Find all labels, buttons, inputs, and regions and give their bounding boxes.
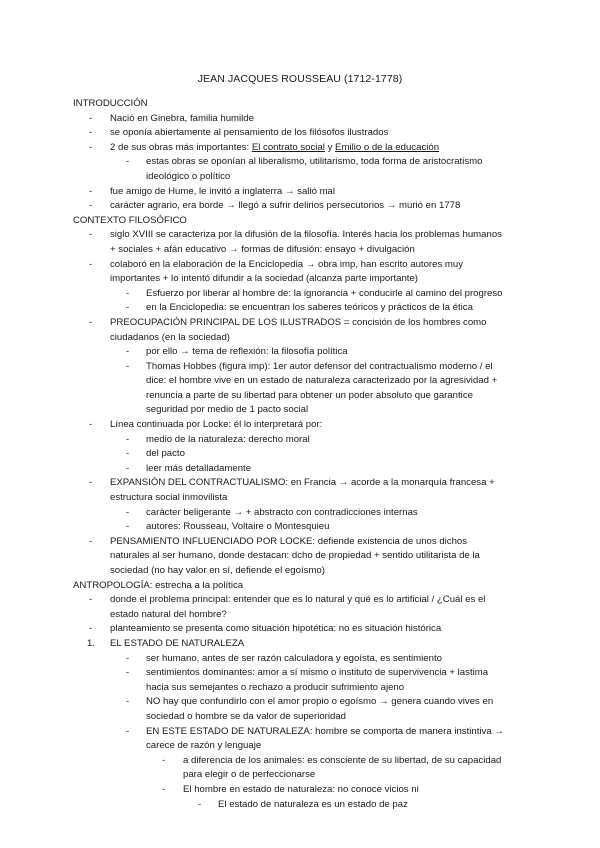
- line-text: colaboró en la elaboración de la Enciclopedia → obra imp, han escrito autores muy: [110, 258, 464, 270]
- line-text: para elegir o de perfeccionarse: [183, 769, 316, 781]
- list-item: [73, 754, 533, 769]
- underlined-title: El contrato social: [251, 141, 325, 153]
- line-text: carece de razón y lenguaje: [146, 740, 262, 752]
- line-text: y: [324, 141, 336, 153]
- line-text: planteamiento se presenta como situación hipotética: no es situación histórica: [110, 623, 442, 635]
- document-body: [73, 97, 533, 812]
- line-text: ciudadanos (en la sociedad): [110, 331, 231, 343]
- bullet-dash: -: [126, 346, 130, 358]
- bullet-dash: -: [198, 798, 202, 810]
- bullet-dash: -: [126, 652, 130, 664]
- line-text: estado natural del hombre?: [110, 608, 227, 620]
- numbered-heading: [73, 637, 533, 652]
- list-item: [73, 462, 533, 477]
- line-text: 2 de sus obras más importantes:: [110, 141, 252, 153]
- list-item-continuation: [73, 681, 533, 696]
- line-text: renuncia a parte de su libertad para obtener un poder absoluto que garantice: [146, 389, 473, 401]
- line-text: ideológico o político: [146, 170, 231, 182]
- bullet-dash: -: [126, 462, 130, 474]
- list-item-continuation: [73, 403, 533, 418]
- line-text: INTRODUCCIÓN: [73, 98, 148, 109]
- bullet-dash: -: [89, 477, 93, 489]
- bullet-dash: -: [89, 185, 93, 197]
- list-item-continuation: [73, 564, 533, 579]
- line-text: se oponía abiertamente al pensamiento de los filósofos ilustrados: [110, 127, 389, 139]
- line-text: Thomas Hobbes (figura imp): 1er autor defensor del contractualismo moderno / el: [146, 360, 493, 372]
- line-text: Nació en Ginebra, familia humilde: [110, 112, 254, 124]
- line-text: CONTEXTO FILOSÓFICO: [73, 214, 187, 226]
- bullet-dash: -: [126, 696, 130, 708]
- line-text: dice: el hombre vive en un estado de naturaleza caracterizado por la agresividad +: [146, 375, 498, 387]
- line-text: NO hay que confundirlo con el amor propio o egoísmo → genera cuando vives en: [146, 696, 494, 708]
- line-text: leer más detalladamente: [146, 462, 252, 474]
- list-item-continuation: [73, 389, 533, 404]
- bullet-dash: -: [89, 141, 93, 153]
- line-text: EN ESTE ESTADO DE NATURALEZA: hombre se comporta de manera instintiva →: [146, 725, 504, 737]
- list-item-continuation: [73, 214, 533, 229]
- line-text: a diferencia de los animales: es consciente de su libertad, de su capacidad: [183, 754, 502, 766]
- list-item: [73, 301, 533, 316]
- bullet-dash: -: [126, 725, 130, 737]
- bullet-dash: -: [126, 156, 130, 168]
- list-item: [73, 316, 533, 331]
- list-item: [73, 593, 533, 608]
- list-item: [73, 520, 533, 535]
- line-text: importantes + lo intentó difundir a la sociedad (alcanza parte importante): [110, 273, 418, 285]
- line-text: Esfuerzo por liberar al hombre de: la ignorancia + conducirle al camino del progreso: [146, 287, 503, 299]
- list-item: [73, 783, 533, 798]
- line-text: del pacto: [146, 448, 185, 460]
- list-item: [73, 418, 533, 433]
- document-title: JEAN JACQUES ROUSSEAU (1712-1778): [197, 73, 403, 85]
- list-item-continuation: [73, 491, 533, 506]
- line-text: EXPANSIÓN DEL CONTRACTUALISMO: en Francia → acorde a la monarquía francesa +: [110, 477, 495, 489]
- list-item-continuation: [73, 579, 533, 594]
- bullet-dash: -: [126, 506, 130, 518]
- bullet-dash: -: [162, 754, 166, 766]
- list-item: [73, 258, 533, 273]
- list-item: [73, 345, 533, 360]
- list-item: [73, 112, 533, 127]
- line-text: donde el problema principal: entender que es lo natural y qué es lo artificial / ¿Cuál es el: [110, 594, 486, 606]
- bullet-dash: -: [89, 594, 93, 606]
- line-text: carácter beligerante → + abstracto con contradicciones internas: [146, 506, 418, 518]
- bullet-dash: -: [89, 535, 93, 547]
- bullet-dash: -: [126, 302, 130, 314]
- list-item: [73, 666, 533, 681]
- line-text: fue amigo de Hume, le invitó a inglaterra → salió mal: [110, 185, 336, 197]
- list-item-continuation: [73, 739, 533, 754]
- line-text: PREOCUPACIÓN PRINCIPAL DE LOS ILUSTRADOS = concisión de los hombres como: [110, 316, 487, 328]
- line-text: EL ESTADO DE NATURALEZA: [110, 637, 245, 649]
- line-text: ANTROPOLOGÍA: estrecha a la política: [73, 579, 244, 591]
- list-item: [73, 695, 533, 710]
- list-item: [73, 141, 533, 156]
- line-text: ser humano, antes de ser razón calculadora y egoísta, es sentimiento: [146, 652, 442, 664]
- list-item-continuation: [73, 768, 533, 783]
- list-item-continuation: [73, 97, 533, 112]
- list-item: [73, 506, 533, 521]
- list-item: [73, 433, 533, 448]
- bullet-dash: -: [89, 112, 93, 124]
- bullet-dash: -: [126, 667, 130, 679]
- list-item-continuation: [73, 243, 533, 258]
- list-item-continuation: [73, 170, 533, 185]
- list-item: [73, 155, 533, 170]
- line-text: seguridad por medio de 1 pacto social: [146, 404, 309, 416]
- list-item: [73, 360, 533, 375]
- list-item: [73, 447, 533, 462]
- bullet-dash: -: [89, 623, 93, 635]
- list-item: [73, 185, 533, 200]
- line-text: siglo XVIII se caracteriza por la difusión de la filosofía. Interés hacia los problemas humanos: [110, 229, 502, 241]
- list-number: 1.: [87, 637, 96, 649]
- list-item: [73, 199, 533, 214]
- list-item-continuation: [73, 549, 533, 564]
- line-text: autores: Rousseau, Voltaire o Montesquieu: [146, 521, 330, 533]
- bullet-dash: -: [126, 448, 130, 460]
- line-text: estructura social inmovilista: [110, 492, 228, 504]
- line-text: PENSAMIENTO INFLUENCIADO POR LOCKE: defiende existencia de unos dichos: [110, 535, 468, 547]
- list-item: [73, 622, 533, 637]
- bullet-dash: -: [126, 433, 130, 445]
- bullet-dash: -: [126, 287, 130, 299]
- bullet-dash: -: [162, 783, 166, 795]
- line-text: medio de la naturaleza: derecho moral: [146, 433, 310, 445]
- list-item: [73, 798, 533, 813]
- list-item: [73, 725, 533, 740]
- list-item: [73, 228, 533, 243]
- line-text: El estado de naturaleza es un estado de paz: [218, 798, 408, 810]
- bullet-dash: -: [89, 419, 93, 431]
- line-text: en la Enciclopedia: se encuentran los saberes teóricos y prácticos de la ética: [146, 302, 473, 314]
- list-item-continuation: [73, 374, 533, 389]
- list-item: [73, 652, 533, 667]
- line-text: carácter agrario, era borde → llegó a sufrir delirios persecutorios → murió en 1778: [110, 200, 461, 212]
- bullet-dash: -: [89, 258, 93, 270]
- line-text: sociedad o hombre se da valor de superioridad: [146, 710, 346, 722]
- list-item-continuation: [73, 331, 533, 346]
- list-item: [73, 126, 533, 141]
- line-text: Línea continuada por Locke: él lo interpretará por:: [110, 419, 323, 431]
- line-text: estas obras se oponían al liberalismo, utilitarismo, toda forma de aristocratismo: [146, 156, 483, 168]
- line-text: sociedad (no hay valor en sí, defiende el egoísmo): [110, 565, 325, 576]
- bullet-dash: -: [89, 127, 93, 139]
- bullet-dash: -: [89, 316, 93, 328]
- line-text: por ello → tema de reflexión: la filosofía política: [146, 346, 348, 358]
- bullet-dash: -: [89, 200, 93, 212]
- line-text: El hombre en estado de naturaleza: no conoce vicios ni: [183, 783, 419, 795]
- list-item-continuation: [73, 608, 533, 623]
- list-item-continuation: [73, 272, 533, 287]
- line-text: naturales al ser humano, donde destacan: dcho de propiedad + sentido utilitarista de la: [110, 550, 480, 562]
- bullet-dash: -: [126, 360, 130, 372]
- bullet-dash: -: [126, 521, 130, 533]
- line-text: sentimientos dominantes: amor a sí mismo o instituto de supervivencia + lastima: [146, 667, 489, 679]
- list-item: [73, 535, 533, 550]
- line-text: hacia sus semejantes o rechazo a producir sufrimiento ajeno: [146, 681, 405, 693]
- underlined-title: Emilio o de la educación: [335, 141, 440, 153]
- list-item: [73, 476, 533, 491]
- bullet-dash: -: [89, 229, 93, 241]
- line-text: + sociales + afán educativo → formas de difusión: ensayo + divulgación: [110, 243, 415, 255]
- list-item: [73, 287, 533, 302]
- list-item-continuation: [73, 710, 533, 725]
